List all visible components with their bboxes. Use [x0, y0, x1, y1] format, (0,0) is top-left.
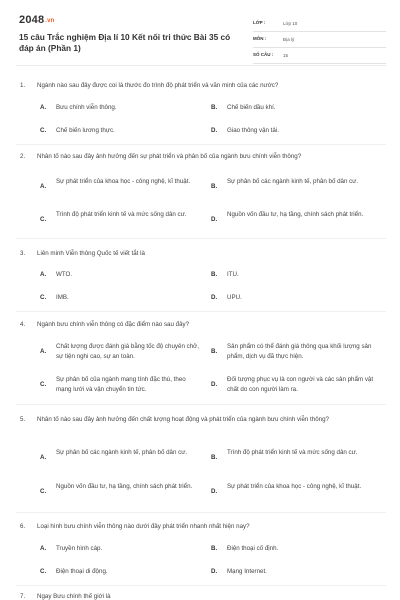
- question-divider: [16, 311, 386, 312]
- question-text: [20, 522, 376, 532]
- meta-subject-value: Địa lý: [283, 37, 295, 42]
- question-number: 4.: [20, 321, 26, 328]
- option-letter: C.: [40, 127, 47, 134]
- option-letter: B.: [211, 271, 218, 278]
- option-text: WTO.: [56, 271, 73, 278]
- option-text: Chế biến lương thực.: [56, 127, 115, 134]
- question-body: Liên minh Viễn thông Quốc tế viết tắt là: [37, 250, 145, 257]
- question-text: [20, 320, 376, 330]
- option-letter: B.: [211, 454, 218, 461]
- meta-subject-label: MÔN :: [253, 36, 267, 41]
- option-text: Điện thoại di động.: [56, 568, 108, 575]
- option-text: Đối tượng phục vụ là con người và các sản phẩm vật chất do con người làm ra.: [227, 376, 374, 393]
- option-letter: B.: [211, 183, 218, 190]
- question-body: Loại hình bưu chính viễn thông nào dưới đây phát triển nhanh nhất hiện nay?: [37, 523, 250, 530]
- option-text: Trình độ phát triển kinh tế và mức sống dân cư.: [56, 211, 187, 218]
- option-text: Sản phẩm có thể đánh giá thông qua khối lượng sản phẩm, dịch vụ đã thực hiện.: [227, 343, 372, 360]
- meta-class-value: Lớp 10: [283, 21, 298, 26]
- option-text: Trình độ phát triển kinh tế và mức sống dân cư.: [227, 449, 358, 456]
- question-divider: [16, 238, 386, 239]
- option-letter: A.: [40, 271, 47, 278]
- option-letter: C.: [40, 488, 47, 495]
- option-letter: A.: [40, 183, 47, 190]
- option-text: UPU.: [227, 294, 242, 301]
- option-letter: D.: [211, 488, 218, 495]
- question-number: 3.: [20, 250, 26, 257]
- option-letter: A.: [40, 348, 47, 355]
- option-letter: B.: [211, 348, 218, 355]
- question-body: Ngành nào sau đây được coi là thước đo trình độ phát triển và văn minh của các nước?: [37, 82, 279, 89]
- meta-subject-row: [253, 34, 386, 48]
- option-text: ITU.: [227, 271, 239, 278]
- option-text: Chế biến dầu khí.: [227, 104, 276, 111]
- question-number: 1.: [20, 82, 26, 89]
- document-title: 15 câu Trắc nghiệm Địa lí 10 Kết nối tri thức Bài 35 có đáp án (Phần 1): [19, 32, 231, 53]
- meta-count-row: [253, 50, 386, 64]
- meta-count-value: 15: [283, 53, 289, 58]
- question-body: Ngay Bưu chính thế giới là: [37, 593, 111, 600]
- question-body: Ngành bưu chính viễn thông có đặc điểm nào sau đây?: [37, 321, 190, 328]
- option-letter: D.: [211, 294, 218, 301]
- question-divider: [16, 585, 386, 586]
- option-text: Sự phát triển của khoa học - công nghệ, kĩ thuật.: [227, 483, 362, 490]
- question-text: [20, 249, 376, 259]
- option-letter: B.: [211, 104, 218, 111]
- question-divider: [16, 144, 386, 145]
- logo-text: 2048: [19, 14, 45, 26]
- option-text: Nguồn vốn đầu tư, hạ tầng, chính sách phát triển.: [227, 211, 364, 218]
- document-meta: [253, 18, 386, 66]
- logo-suffix: .vn: [45, 18, 55, 24]
- document-header: [16, 12, 386, 60]
- option-text: Sự phân bố của ngành mang tính đặc thù, theo mạng lưới và vận chuyển tin tức.: [56, 376, 186, 393]
- option-letter: D.: [211, 568, 218, 575]
- option-text: Mạng Internet.: [227, 568, 267, 575]
- header-divider: [16, 65, 386, 66]
- option-letter: D.: [211, 127, 218, 134]
- question-divider: [16, 404, 386, 405]
- option-text: Truyền hình cáp.: [56, 545, 103, 552]
- question-body: Nhân tố nào sau đây ảnh hưởng đến chất lượng hoạt động và phát triển của ngành bưu chính viễn thông?: [37, 416, 329, 423]
- meta-class-label: LỚP :: [253, 20, 266, 25]
- option-letter: A.: [40, 454, 47, 461]
- option-text: Giao thông vận tải.: [227, 127, 279, 134]
- question-text: [20, 152, 376, 162]
- option-letter: D.: [211, 381, 218, 388]
- option-letter: C.: [40, 294, 47, 301]
- question-text: [20, 81, 376, 91]
- question-number: 2.: [20, 153, 26, 160]
- option-letter: A.: [40, 545, 47, 552]
- option-letter: B.: [211, 545, 218, 552]
- question-number: 7.: [20, 593, 26, 600]
- option-letter: D.: [211, 216, 218, 223]
- option-text: Sự phân bố các ngành kinh tế, phân bố dân cư.: [227, 178, 359, 185]
- question-text: [20, 415, 376, 425]
- option-text: Sự phát triển của khoa học - công nghệ, kĩ thuật.: [56, 178, 191, 185]
- meta-count-label: SỐ CÂU :: [253, 52, 274, 57]
- site-logo[interactable]: [19, 14, 55, 26]
- option-letter: C.: [40, 568, 47, 575]
- option-letter: A.: [40, 104, 47, 111]
- option-letter: C.: [40, 216, 47, 223]
- question-number: 6.: [20, 523, 26, 530]
- option-letter: C.: [40, 381, 47, 388]
- option-text: Bưu chính viễn thông.: [56, 104, 117, 111]
- option-text: Điện thoại cố định.: [227, 545, 279, 552]
- question-divider: [16, 512, 386, 513]
- option-text: IMB.: [56, 294, 69, 301]
- option-text: Chất lượng được đánh giá bằng tốc độ chuyên chở, sự tiện nghi cao, sự an toàn.: [56, 343, 199, 360]
- meta-class-row: [253, 18, 386, 32]
- option-text: Nguồn vốn đầu tư, hạ tầng, chính sách phát triển.: [56, 483, 193, 490]
- question-body: Nhân tố nào sau đây ảnh hưởng đến sự phát triển và phân bố của ngành bưu chính viễn thông?: [37, 153, 302, 160]
- option-text: Sự phân bố các ngành kinh tế, phân bố dân cư.: [56, 449, 188, 456]
- question-text: [20, 592, 376, 600]
- question-number: 5.: [20, 416, 26, 423]
